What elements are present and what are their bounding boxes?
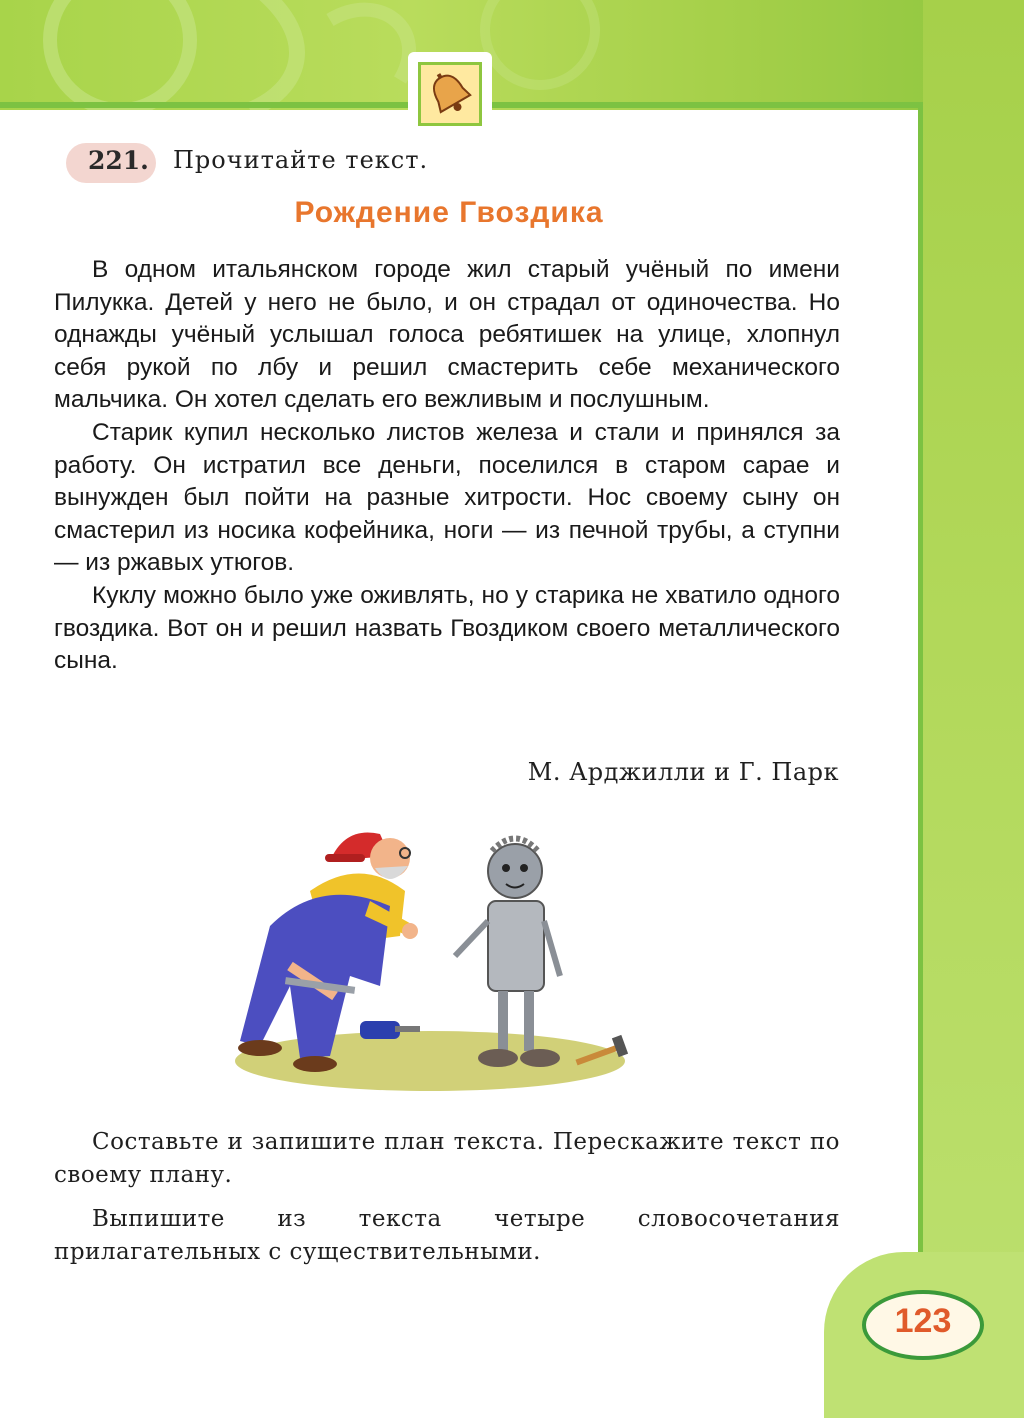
question-word-combinations: Выпишите из текста четыре словосочетания прилагательных с существительными. (54, 1206, 840, 1265)
bell-icon (421, 65, 479, 123)
story-paragraph: В одном итальянском городе жил старый учёный по имени Пилукка. Детей у него не было, и он страдал от одиночества. Но однажды учёный услышал голоса ребятишек на улице, хлопнул себя рукой по лбу и решил смастерить себе механического мальчика. Он хотел сделать его вежливым и послушным. (54, 256, 840, 414)
task-instruction: Прочитайте текст. (173, 146, 429, 174)
story-paragraph: Старик купил несколько листов железа и стали и принялся за работу. Он истратил все деньги, поселился в старом сарае и вынужден был пойти на разные хитрости. Нос своему сыну он смастерил из носика кофейника, ноги — из печной трубы, а ступни — из ржавых утюгов. (54, 418, 840, 577)
task-number: 221. (88, 146, 149, 175)
ground-patch (235, 1031, 625, 1091)
bell-badge (408, 52, 492, 138)
story-title: Рождение Гвоздика (294, 196, 604, 229)
header-band (0, 0, 1024, 110)
decorative-letters (0, 0, 1024, 110)
story-illustration (230, 796, 640, 1106)
page-number: 123 (894, 1302, 952, 1340)
right-rail-line (918, 102, 923, 1272)
story-body (54, 254, 840, 678)
story-author: М. Арджилли и Г. Парк (527, 758, 839, 786)
story-paragraph: Куклу можно было уже оживлять, но у старика не хватило одного гвоздика. Вот он и решил назвать Гвоздиком своего металлического сына. (54, 581, 840, 675)
bell-frame (418, 62, 482, 126)
right-margin-strip (923, 0, 1024, 1418)
question-plan: Составьте и запишите план текста. Перескажите текст по своему плану. (54, 1129, 840, 1188)
